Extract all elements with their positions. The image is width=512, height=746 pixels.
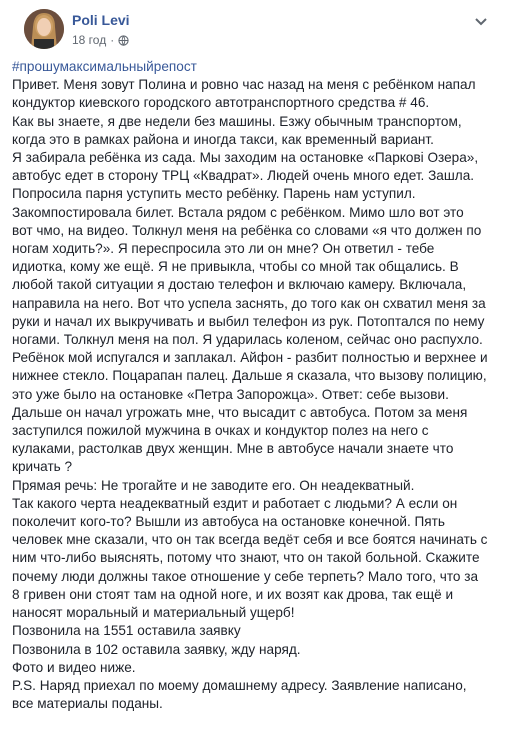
post-header: [12, 0, 500, 58]
post-text-line: Позвонила на 1551 оставила заявку: [12, 623, 241, 639]
post-text-line: любой такой ситуации я достаю телефон и включаю камеру. Включала,: [12, 277, 467, 293]
post-text-line: Так какого черта неадекватный ездит и работает с людьми? А если он: [12, 495, 458, 511]
chevron-down-icon[interactable]: [474, 14, 488, 28]
post-text-line: вот чмо, на видео. Толкнул меня на ребёнка со словами «я что должен по: [12, 222, 482, 238]
post-text-line: Прямая речь: Не трогайте и не заводите его. Он неадекватный.: [12, 477, 415, 493]
post-text-line: P.S. Наряд приехал по моему домашнему адресу. Заявление написано,: [12, 677, 467, 693]
post-text-line: когда это в рамках района и иногда такси, как временный вариант.: [12, 131, 434, 147]
post-body: [12, 58, 504, 713]
post-text-line: ногам ходить?». Я переспросила это ли он мне? Он ответил - тебе: [12, 241, 435, 257]
hashtag-link[interactable]: #прошумаксимальныйрепост: [12, 59, 197, 74]
post-meta: [72, 33, 129, 47]
post-text-line: наносят моральный и материальный ущерб!: [12, 605, 295, 621]
post-text-line: Позвонила в 102 оставила заявку, жду наряд.: [12, 641, 301, 657]
post-text-line: почему люди должны такое отношение у себе терпеть? Мало того, что за: [12, 568, 479, 584]
post-text-line: Привет. Меня зовут Полина и ровно час назад на меня с ребёнком напал: [12, 77, 476, 93]
post-text-line: это уже было на остановке «Петра Запорожца». Ответ: себе вызови.: [12, 386, 449, 402]
post-text-line: 8 гривен они стоят там на одной ноге, и их возят как дрова, так ещё и: [12, 586, 454, 602]
post-text-line: ним что-либо выяснять, потому что знают, что он такой больной. Скажите: [12, 550, 480, 566]
post-text-line: человек мне сказали, что он так всегда ведёт себя и все боятся начинать с: [12, 532, 488, 548]
post-text-line: идиотка, кому же ещё. Я не привыкла, чтобы со мной так общались. В: [12, 259, 459, 275]
post-text-line: поколечит кого-то? Вышли из автобуса на остановке конечной. Пять: [12, 514, 445, 530]
post-text: [12, 76, 504, 713]
post-text-line: все материалы поданы.: [12, 696, 163, 712]
post-text-line: автобус едет в сторону ТРЦ «Квадрат». Людей очень много едет. Зашла.: [12, 168, 475, 184]
post-text-line: нижнее стекло. Поцарапан палец. Дальше я сказала, что вызову полицию,: [12, 368, 487, 384]
post-text-line: кричать ?: [12, 459, 73, 475]
post-text-line: ногами. Толкнул меня на пол. Я ударилась коленом, сейчас оно распухло.: [12, 332, 483, 348]
author-name[interactable]: Poli Levi: [72, 12, 130, 28]
post-text-line: руки и начал их выкручивать и выбил телефон из рук. Потоптался по нему: [12, 313, 485, 329]
avatar[interactable]: [24, 9, 64, 49]
post-text-line: Я забирала ребёнка из сада. Мы заходим на остановке «Паркові Озера»,: [12, 150, 479, 166]
post-text-line: направила на него. Вот что успела заснять, до того как он схватил меня за: [12, 295, 486, 311]
post-text-line: Ребёнок мой испугался и заплакал. Айфон - разбит полностью и верхнее и: [12, 350, 488, 366]
post-text-line: Попросила парня уступить место ребёнку. Парень нам уступил.: [12, 186, 416, 202]
post-text-line: Фото и видео ниже.: [12, 659, 136, 675]
meta-separator: ·: [110, 33, 115, 47]
post-text-line: Как вы знаете, я две недели без машины. Езжу обычным транспортом,: [12, 113, 462, 129]
post-time[interactable]: 18 год: [72, 33, 107, 47]
globe-icon[interactable]: [118, 35, 129, 46]
post-text-line: кулаками, растолкав двух женщин. Мне в автобусе начали знаете что: [12, 441, 454, 457]
post-text-line: заступился пожилой мужчина в очках и кондуктор полез на него с: [12, 423, 429, 439]
post-text-line: кондуктор киевского городского автотранспортного средства # 46.: [12, 95, 430, 111]
post-text-line: Закомпостировала билет. Встала рядом с ребёнком. Мимо шло вот это: [12, 204, 464, 220]
post-text-line: Дальше он начал угрожать мне, что высадит с автобуса. Потом за меня: [12, 404, 468, 420]
